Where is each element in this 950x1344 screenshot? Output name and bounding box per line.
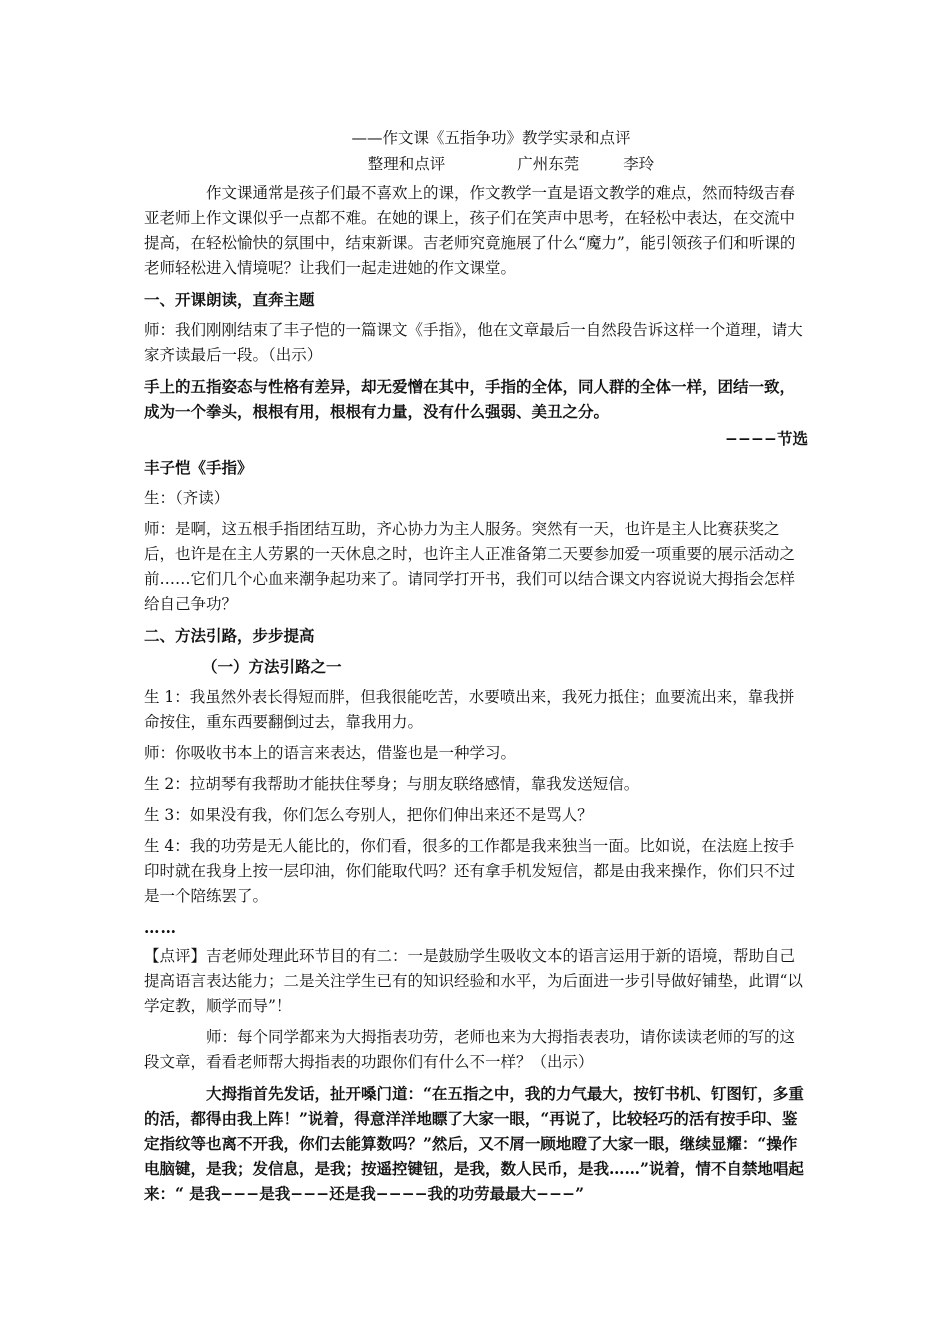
section-heading-1: 一、开课朗读，直奔主题	[144, 290, 315, 309]
quote-source-excerpt: −−−−节选	[725, 429, 808, 448]
student-line: 生：（齐读）	[144, 489, 230, 507]
commentary: 【点评】吉老师处理此环节目的有二：一是鼓励学生吸收文本的语言运用于新的语境，帮助自己提高语言表达能力；二是关注学生已有的知识经验和水平，为后面进一步引导做好铺垫，此谓“以学定教，顺学而导”！	[144, 947, 803, 1015]
document-title: ——作文课《五指争功》教学实录和点评	[351, 129, 631, 147]
teacher-line: 师：你吸收书本上的语言来表达，借鉴也是一种学习。	[144, 744, 517, 762]
teacher-line: 师：我们刚刚结束了丰子恺的一篇课文《手指》，他在文章最后一自然段告诉这样一个道理，请大家齐读最后一段。（出示）	[144, 321, 803, 364]
byline	[144, 151, 808, 177]
byline-location: 广州东莞	[517, 155, 580, 173]
byline-author: 李玲	[623, 155, 655, 173]
student-line: 生 4：我的功劳是无人能比的，你们看，很多的工作都是我来独当一面。比如说，在法庭上按手印时就在我身上按一层印油，你们能取代吗？还有拿手机发短信，都是由我来操作，你们只不过是一个陪练罢了。	[144, 837, 796, 905]
quoted-passage: 手上的五指姿态与性格有差异，却无爱憎在其中，手指的全体，同人群的全体一样，团结一致，成为一个拳头，根根有用，根根有力量，没有什么强弱、美丑之分。	[144, 377, 796, 421]
teacher-line: 师：是啊，这五根手指团结互助，齐心协力为主人服务。突然有一天，也许是主人比赛获奖之后，也许是在主人劳累的一天休息之时，也许主人正准备第二天要参加爱一项重要的展示活动之前……它们几个心血来潮争起功来了。请同学打开书，我们可以结合课文内容说说大拇指会怎样给自己争功？	[144, 520, 796, 613]
student-line: 生 3：如果没有我，你们怎么夸别人，把你们伸出来还不是骂人？	[144, 806, 593, 824]
intro-paragraph: 作文课通常是孩子们最不喜欢上的课，作文教学一直是语文教学的难点，然而特级吉春亚老师上作文课似乎一点都不难。在她的课上，孩子们在笑声中思考，在轻松中表达，在交流中提高，在轻松愉快的氛围中，结束新课。吉老师究竟施展了什么“魔力”，能引领孩子们和听课的老师轻松进入情境呢？让我们一起走进她的作文课堂。	[144, 184, 796, 277]
subsection-heading: （一）方法引路之一	[202, 657, 342, 676]
quote-source-title: 丰子恺《手指》	[144, 458, 253, 477]
teacher-line: 师：每个同学都来为大拇指表功劳，老师也来为大拇指表表功，请你读读老师的写的这段文章，看看老师帮大拇指表的功跟你们有什么不一样？（出示）	[144, 1028, 796, 1071]
byline-role: 整理和点评	[367, 155, 446, 173]
document-body	[144, 125, 808, 1212]
ellipsis: ……	[144, 918, 177, 937]
sample-excerpt: 大拇指首先发话，扯开嗓门道：“在五指之中，我的力气最大，按钉书机、钉图钉，多重的活，都得由我上阵！”说着，得意洋洋地瞟了大家一眼，“再说了，比较轻巧的活有按手印、鉴定指纹等也离不开我，你们去能算数吗？”然后，又不屑一顾地瞪了大家一眼，继续显耀：“操作电脑键，是我；发信息，是我；按遥控键钮，是我，数人民币，是我……”说着，情不自禁地唱起来：“ 是我−−−是我−−−还是我−−−−我的功劳最最大−−−”	[144, 1084, 804, 1203]
student-line: 生 2：拉胡琴有我帮助才能扶住琴身；与朋友联络感情，靠我发送短信。	[144, 775, 640, 793]
section-heading-2: 二、方法引路，步步提高	[144, 626, 315, 645]
student-line: 生 1：我虽然外表长得短而胖，但我很能吃苦，水要喷出来，我死力抵住；血要流出来，靠我拼命按住，重东西要翻倒过去，靠我用力。	[144, 688, 795, 731]
